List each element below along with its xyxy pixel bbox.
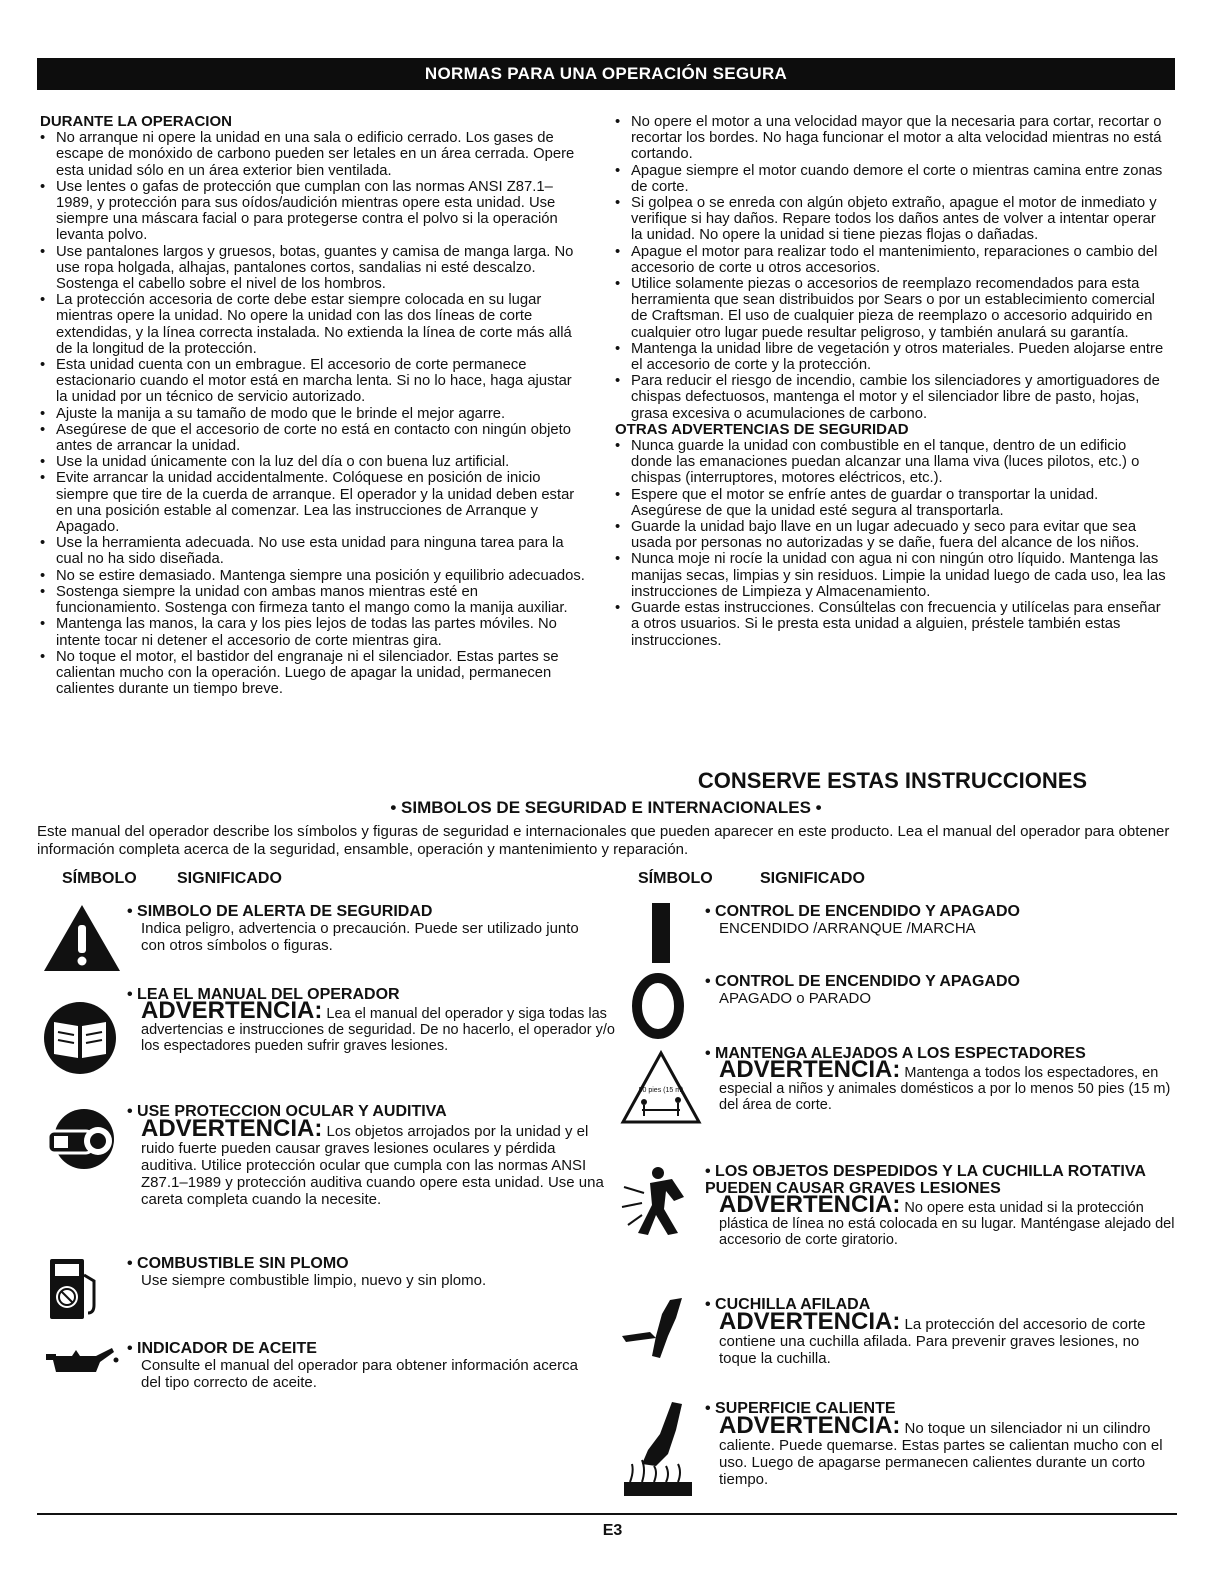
section-heading: DURANTE LA OPERACION — [40, 113, 232, 130]
on-switch-icon — [650, 903, 672, 963]
list-item: • No arranque ni opere la unidad en una sala o edificio cerrado. Los gases de escape de monóxido de carbono pueden ser letales en un área cerrada. Opere esta unidad sólo en un área exterior bien ventilada. — [40, 130, 585, 179]
symbol-description — [127, 1115, 607, 1208]
symbol-title: • MANTENGA ALEJADOS A LOS ESPECTADORES — [705, 1045, 1175, 1062]
symbol-description — [127, 997, 617, 1054]
footer-divider — [37, 1513, 1177, 1515]
thrown-objects-icon — [620, 1163, 700, 1239]
symbol-description — [705, 1056, 1175, 1113]
symbol-description: APAGADO o PARADO — [719, 990, 871, 1007]
warning-label: ADVERTENCIA: — [141, 1115, 323, 1142]
symbol-title: • CONTROL DE ENCENDIDO Y APAGADO — [705, 903, 1175, 920]
right-column-headers — [638, 870, 865, 888]
list-item: • Nunca moje ni rocíe la unidad con agua ni con ningún otro líquido. Mantenga las manijas secas, limpias y sin residuos. Limpie la unidad luego de cada uso, lea las instrucciones de Limpieza y Almacenamiento. — [615, 551, 1170, 600]
list-item: • Guarde la unidad bajo llave en un lugar adecuado y seco para evitar que sea usada por personas no autorizadas y se dañe, fuera del alcance de los niños. — [615, 519, 1170, 551]
warning-text: No toque un silenciador ni un cilindro caliente. Puede quemarse. Estas partes se calientan mucho con el uso. Luego de apagarse permanecen calientes durante un corto tiempo. — [719, 1420, 1163, 1488]
list-item: • Mantenga las manos, la cara y los pies lejos de todas las partes móviles. No intente tocar ni detener el accesorio de corte mientras gira. — [40, 616, 585, 648]
bystander-distance-icon — [620, 1050, 702, 1126]
list-item: • Guarde estas instrucciones. Consúltelas con frecuencia y utilícelas para enseñar a otros usuarios. Si le presta esta unidad a alguien, préstele también estas instrucciones. — [615, 600, 1170, 649]
warning-text: Los objetos arrojados por la unidad y el ruido fuerte pueden causar graves lesiones oculares y pérdida auditiva. Utilice protección ocular que cumpla con las normas ANSI Z87.1–1989 y protección auditiva cuando opere esta unidad. Use una careta completa cuando la necesite. — [141, 1123, 604, 1208]
list-item: • Esta unidad cuenta con un embrague. El accesorio de corte permanece estacionario cuando el motor está en marcha lenta. Si no lo hace, haga ajustar la unidad por un técnico de servicio autorizado. — [40, 357, 585, 406]
off-switch-icon — [632, 973, 684, 1039]
warning-label: ADVERTENCIA: — [719, 1412, 901, 1439]
section-heading: OTRAS ADVERTENCIAS DE SEGURIDAD — [615, 420, 909, 438]
right-list — [615, 114, 1170, 422]
list-item: • Espere que el motor se enfríe antes de guardar o transportar la unidad. Asegúrese de que la unidad esté segura al transportarla. — [615, 487, 1170, 519]
left-column — [40, 114, 585, 697]
warning-text: Lea el manual del operador y siga todas las advertencias e instrucciones de seguridad. De no hacerlo, el operador y/o los espectadores pueden sufrir graves lesiones. — [141, 1006, 615, 1054]
symbol-title: • SUPERFICIE CALIENTE — [705, 1400, 1175, 1417]
oil-can-icon — [42, 1342, 122, 1378]
conserve-heading: CONSERVE ESTAS INSTRUCCIONES — [697, 768, 1088, 793]
list-item: • No se estire demasiado. Mantenga siempre una posición y equilibrio adecuados. — [40, 568, 585, 584]
symbol-description: Use siempre combustible limpio, nuevo y sin plomo. — [141, 1272, 487, 1289]
right-list-2 — [615, 438, 1170, 649]
alert-triangle-icon — [42, 903, 122, 973]
list-item: • Utilice solamente piezas o accesorios de reemplazo recomendados para esta herramienta que sean distribuidos por Sears o por un establecimiento comercial de Craftsman. El uso de cualquier pieza de reemplazo o accesorio adquirido en cualquier otro lugar puede resultar peligroso, y también anulará su garantía. — [615, 276, 1170, 341]
symbol-description: Consulte el manual del operador para obtener información acerca del tipo correcto de aceite. — [141, 1357, 578, 1391]
left-list — [40, 130, 585, 697]
list-item: • Apague el motor para realizar todo el mantenimiento, reparaciones o cambio del accesorio de corte u otros accesorios. — [615, 244, 1170, 276]
symbol-description: ENCENDIDO /ARRANQUE /MARCHA — [719, 920, 976, 937]
warning-text: Mantenga a todos los espectadores, en especial a niños y animales domésticos a por lo menos 50 pies (15 m) del área de corte. — [719, 1065, 1171, 1113]
right-column — [615, 114, 1170, 649]
col-meaning-label: SIGNIFICADO — [177, 870, 282, 887]
symbol-title: • COMBUSTIBLE SIN PLOMO — [127, 1255, 597, 1272]
symbol-title: • CUCHILLA AFILADA — [705, 1296, 1175, 1313]
col-symbol-label: SÍMBOLO — [62, 870, 137, 887]
read-manual-icon — [42, 1000, 118, 1076]
list-item: • Use la herramienta adecuada. No use esta unidad para ninguna tarea para la cual no ha sido diseñada. — [40, 535, 585, 567]
sharp-blade-icon — [620, 1296, 700, 1366]
warning-label: ADVERTENCIA: — [719, 1056, 901, 1083]
list-item: • Use lentes o gafas de protección que cumplan con las normas ANSI Z87.1–1989, y protección para sus oídos/audición mientras opere esta unidad. Use siempre una máscara facial o para protegerse contra el polvo si la operación levanta polvo. — [40, 179, 585, 244]
col-symbol-label: SÍMBOLO — [638, 870, 713, 887]
list-item: • No toque el motor, el bastidor del engranaje ni el silenciador. Estas partes se calientan mucho con la operación. Luego de apagar la unidad, permanecen calientes durante un tiempo breve. — [40, 649, 585, 698]
list-item: • Use pantalones largos y gruesos, botas, guantes y camisa de manga larga. No use ropa holgada, alhajas, pantalones cortos, sandalias ni esté descalzo. Sostenga el cabello sobre el nivel de los hombros. — [40, 244, 585, 293]
list-item: • Use la unidad únicamente con la luz del día o con buena luz artificial. — [40, 454, 585, 470]
list-item: • Asegúrese de que el accesorio de corte no está en contacto con ningún objeto antes de arrancar la unidad. — [40, 422, 585, 454]
list-item: • Sostenga siempre la unidad con ambas manos mientras esté en funcionamiento. Sostenga con firmeza tanto el mango como la manija auxiliar. — [40, 584, 585, 616]
eye-ear-protection-icon — [42, 1103, 122, 1175]
warning-label: ADVERTENCIA: — [719, 1308, 901, 1335]
list-item: • Para reducir el riesgo de incendio, cambie los silenciadores y amortiguadores de chispas defectuosos, mantenga el motor y el silenciador libre de pasto, hojas, grasa excesiva o acumulaciones de carbono. — [615, 373, 1170, 422]
warning-text: No opere esta unidad si la protección plástica de línea no está colocada en su lugar. Manténgase alejado del accesorio de corte giratorio. — [719, 1200, 1175, 1248]
symbol-title: • CONTROL DE ENCENDIDO Y APAGADO — [705, 973, 1175, 990]
distance-label: 50 pies (15 m) — [638, 1087, 684, 1094]
list-item: • No opere el motor a una velocidad mayor que la necesaria para cortar, recortar o recortar los bordes. No haga funcionar el motor a alta velocidad mientras no está cortando. — [615, 114, 1170, 163]
page-header: NORMAS PARA UNA OPERACIÓN SEGURA — [37, 58, 1175, 90]
hot-surface-icon — [620, 1400, 700, 1500]
list-item: • Apague siempre el motor cuando demore el corte o mientras camina entre zonas de corte. — [615, 163, 1170, 195]
symbol-description — [705, 1308, 1175, 1367]
symbol-description — [705, 1412, 1175, 1488]
page-number: E3 — [602, 1522, 623, 1539]
symbols-intro: Este manual del operador describe los símbolos y figuras de seguridad e internacionales que pueden aparecer en este producto. Lea el manual del operador para obtener información completa acerca de la seguridad, ensamble, operación y mantenimiento y reparación. — [37, 823, 1170, 858]
list-item: • Evite arrancar la unidad accidentalmente. Colóquese en posición de inicio siempre que tire de la cuerda de arranque. El operador y la unidad deben estar en una posición estable al comenzar. Lea las instrucciones de Arranque y Apagado. — [40, 470, 585, 535]
col-meaning-label: SIGNIFICADO — [760, 870, 865, 887]
list-item: • Si golpea o se enreda con algún objeto extraño, apague el motor de inmediato y verifique si hay daños. Repare todos los daños antes de volver a intentar operar la unidad. No opere la unidad si tiene piezas flojas o dañadas. — [615, 195, 1170, 244]
list-item: • Nunca guarde la unidad con combustible en el tanque, dentro de un edificio donde las emanaciones puedan alcanzar una llama viva (luces pilotos, etc.) o chispas (interruptores, motores eléctricos, etc.). — [615, 438, 1170, 487]
symbol-title: • INDICADOR DE ACEITE — [127, 1340, 597, 1357]
symbol-title: • SIMBOLO DE ALERTA DE SEGURIDAD — [127, 903, 597, 920]
symbols-title: • SIMBOLOS DE SEGURIDAD E INTERNACIONALES • — [390, 798, 822, 817]
symbol-description — [705, 1191, 1185, 1248]
symbol-title: • LOS OBJETOS DESPEDIDOS Y LA CUCHILLA ROTATIVA PUEDEN CAUSAR GRAVES LESIONES — [705, 1163, 1185, 1197]
symbol-title: • USE PROTECCION OCULAR Y AUDITIVA — [127, 1103, 607, 1120]
left-column-headers — [62, 870, 282, 888]
list-item: • Mantenga la unidad libre de vegetación y otros materiales. Pueden alojarse entre el accesorio de corte y la protección. — [615, 341, 1170, 373]
warning-label: ADVERTENCIA: — [719, 1191, 901, 1218]
list-item: • La protección accesoria de corte debe estar siempre colocada en su lugar mientras opere la unidad. No opere la unidad con las dos líneas de corte extendidas, y la línea correcta instalada. No extienda la línea de corte más allá de la longitud de la protección. — [40, 292, 585, 357]
warning-text: La protección del accesorio de corte contiene una cuchilla afilada. Para prevenir graves lesiones, no toque la cuchilla. — [719, 1316, 1146, 1367]
list-item: • Ajuste la manija a su tamaño de modo que le brinde el mejor agarre. — [40, 406, 585, 422]
warning-label: ADVERTENCIA: — [141, 997, 323, 1024]
symbol-description: Indica peligro, advertencia o precaución. Puede ser utilizado junto con otros símbolos o figuras. — [141, 920, 579, 954]
unleaded-fuel-icon — [42, 1255, 117, 1321]
symbol-title: • LEA EL MANUAL DEL OPERADOR — [127, 986, 617, 1003]
